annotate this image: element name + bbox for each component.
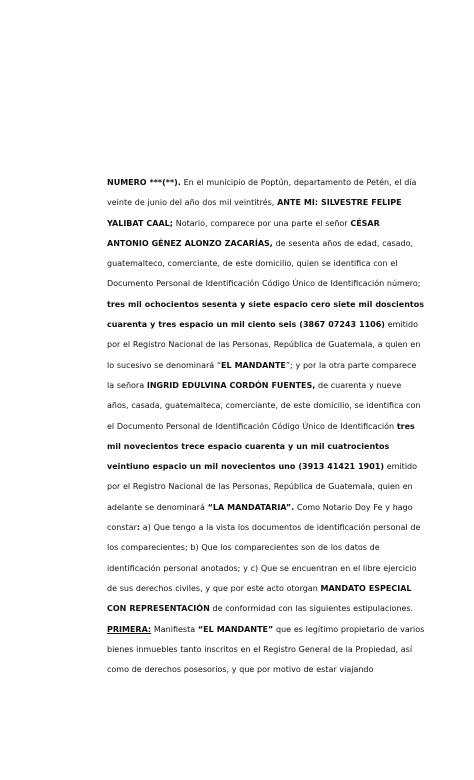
bold-text-run: INGRID EDULVINA CORDÓN FUENTES, bbox=[146, 380, 316, 390]
text-line bbox=[107, 234, 414, 254]
bold-text-run: tres bbox=[396, 421, 415, 431]
text-line bbox=[107, 559, 417, 579]
text-run: los comparecientes; b) Que los comparecientes son de los datos de bbox=[107, 543, 380, 553]
text-run: que es legítimo propietario de varios bbox=[273, 624, 425, 634]
text-run: el Documento Personal de Identificación Código Único de Identificación bbox=[107, 421, 397, 431]
text-line bbox=[107, 295, 425, 315]
text-line bbox=[107, 254, 398, 274]
text-line bbox=[107, 620, 425, 640]
text-line bbox=[107, 315, 418, 335]
text-run: como de derechos posesorios, y que por motivo de estar viajando bbox=[107, 665, 374, 675]
text-run: Documento Personal de Identificación Código Único de Identificación número; bbox=[107, 279, 421, 289]
text-line bbox=[107, 457, 418, 477]
text-run: por el Registro Nacional de las Personas, República de Guatemala, quien en bbox=[107, 482, 413, 492]
text-run: veinte de junio del año dos mil veintitrés, bbox=[107, 198, 278, 208]
text-line bbox=[107, 518, 421, 538]
text-run: adelante se denominará bbox=[107, 502, 208, 512]
text-line bbox=[107, 214, 380, 234]
text-line bbox=[107, 498, 413, 518]
text-line bbox=[107, 274, 421, 294]
text-run: de sus derechos civiles, y que por este acto otorgan bbox=[107, 583, 321, 593]
text-run: constar bbox=[107, 523, 137, 533]
text-run: bienes inmuebles tanto inscritos en el Registro General de la Propiedad, así bbox=[107, 644, 413, 654]
bold-text-run: YALIBAT CAAL; bbox=[107, 218, 173, 228]
bold-text-run: mil novecientos trece espacio cuarenta y un mil cuatrocientos bbox=[107, 441, 390, 451]
bold-text-run: MANDATO ESPECIAL bbox=[320, 583, 412, 593]
bold-text-run: veintiuno espacio un mil novecientos uno (3913 41421 1901) bbox=[107, 462, 384, 472]
text-line bbox=[107, 437, 390, 457]
text-run: emitido bbox=[384, 320, 418, 330]
notarial-deed-text bbox=[107, 173, 425, 680]
text-line bbox=[107, 396, 421, 416]
text-run: guatemalteco, comerciante, de este domicilio, quien se identifica con el bbox=[107, 259, 398, 269]
bold-text-run: NUMERO ***(**). bbox=[107, 178, 181, 187]
text-line bbox=[107, 477, 413, 497]
text-run: por el Registro Nacional de las Personas, República de Guatemala, a quien en bbox=[107, 340, 421, 350]
bold-text-run: ANTONIO GÉNEZ ALONZO ZACARÍAS, bbox=[107, 238, 273, 248]
text-run: ”; y por la otra parte comparece bbox=[285, 360, 417, 370]
text-run: identificación personal anotados; y c) Que se encuentran en el libre ejercicio bbox=[107, 563, 417, 573]
bold-text-run: : bbox=[136, 523, 141, 533]
text-run: a) Que tengo a la vista los documentos de identificación personal de bbox=[140, 523, 421, 533]
bold-text-run: CON REPRESENTACIÓN bbox=[107, 604, 210, 614]
text-line bbox=[107, 193, 402, 213]
text-run: Notario, comparece por una parte el señor bbox=[172, 218, 351, 228]
bold-text-run: “EL MANDANTE” bbox=[197, 624, 274, 634]
text-run: emitido bbox=[384, 462, 418, 472]
text-run: de sesenta años de edad, casado, bbox=[272, 238, 414, 248]
text-run: la señora bbox=[107, 380, 147, 390]
text-run: Manifiesta bbox=[151, 624, 198, 634]
text-run: años, casada, guatemalteca, comerciante, de este domicilio, se identifica con bbox=[107, 401, 421, 411]
text-line bbox=[107, 376, 402, 396]
bold-text-run: CÉSAR bbox=[350, 218, 380, 228]
text-run: lo sucesivo se denominará “ bbox=[107, 360, 222, 370]
text-run: Como Notario Doy Fe y hago bbox=[294, 502, 413, 512]
text-run: de conformidad con las siguientes estipulaciones. bbox=[209, 604, 414, 614]
text-line bbox=[107, 640, 413, 660]
bold-text-run: “LA MANDATARIA”. bbox=[207, 502, 295, 512]
text-run: En el municipio de Poptún, departamento de Petén, el día bbox=[180, 178, 417, 187]
text-line bbox=[107, 538, 380, 558]
text-line bbox=[107, 599, 414, 619]
text-line bbox=[107, 335, 421, 355]
text-line bbox=[107, 579, 412, 599]
text-line bbox=[107, 660, 374, 680]
bold-text-run: tres mil ochocientos sesenta y siete espacio cero siete mil doscientos bbox=[107, 299, 425, 309]
text-run: de cuarenta y nueve bbox=[315, 380, 402, 390]
text-line bbox=[107, 417, 415, 437]
bold-text-run: cuarenta y tres espacio un mil ciento seis (3867 07243 1106) bbox=[107, 320, 385, 330]
text-line bbox=[107, 356, 417, 376]
bold-text-run: PRIMERA: bbox=[107, 624, 152, 634]
bold-text-run: EL MANDANTE bbox=[221, 360, 286, 370]
bold-text-run: ANTE MI: SILVESTRE FELIPE bbox=[277, 198, 402, 208]
text-line bbox=[107, 173, 417, 193]
